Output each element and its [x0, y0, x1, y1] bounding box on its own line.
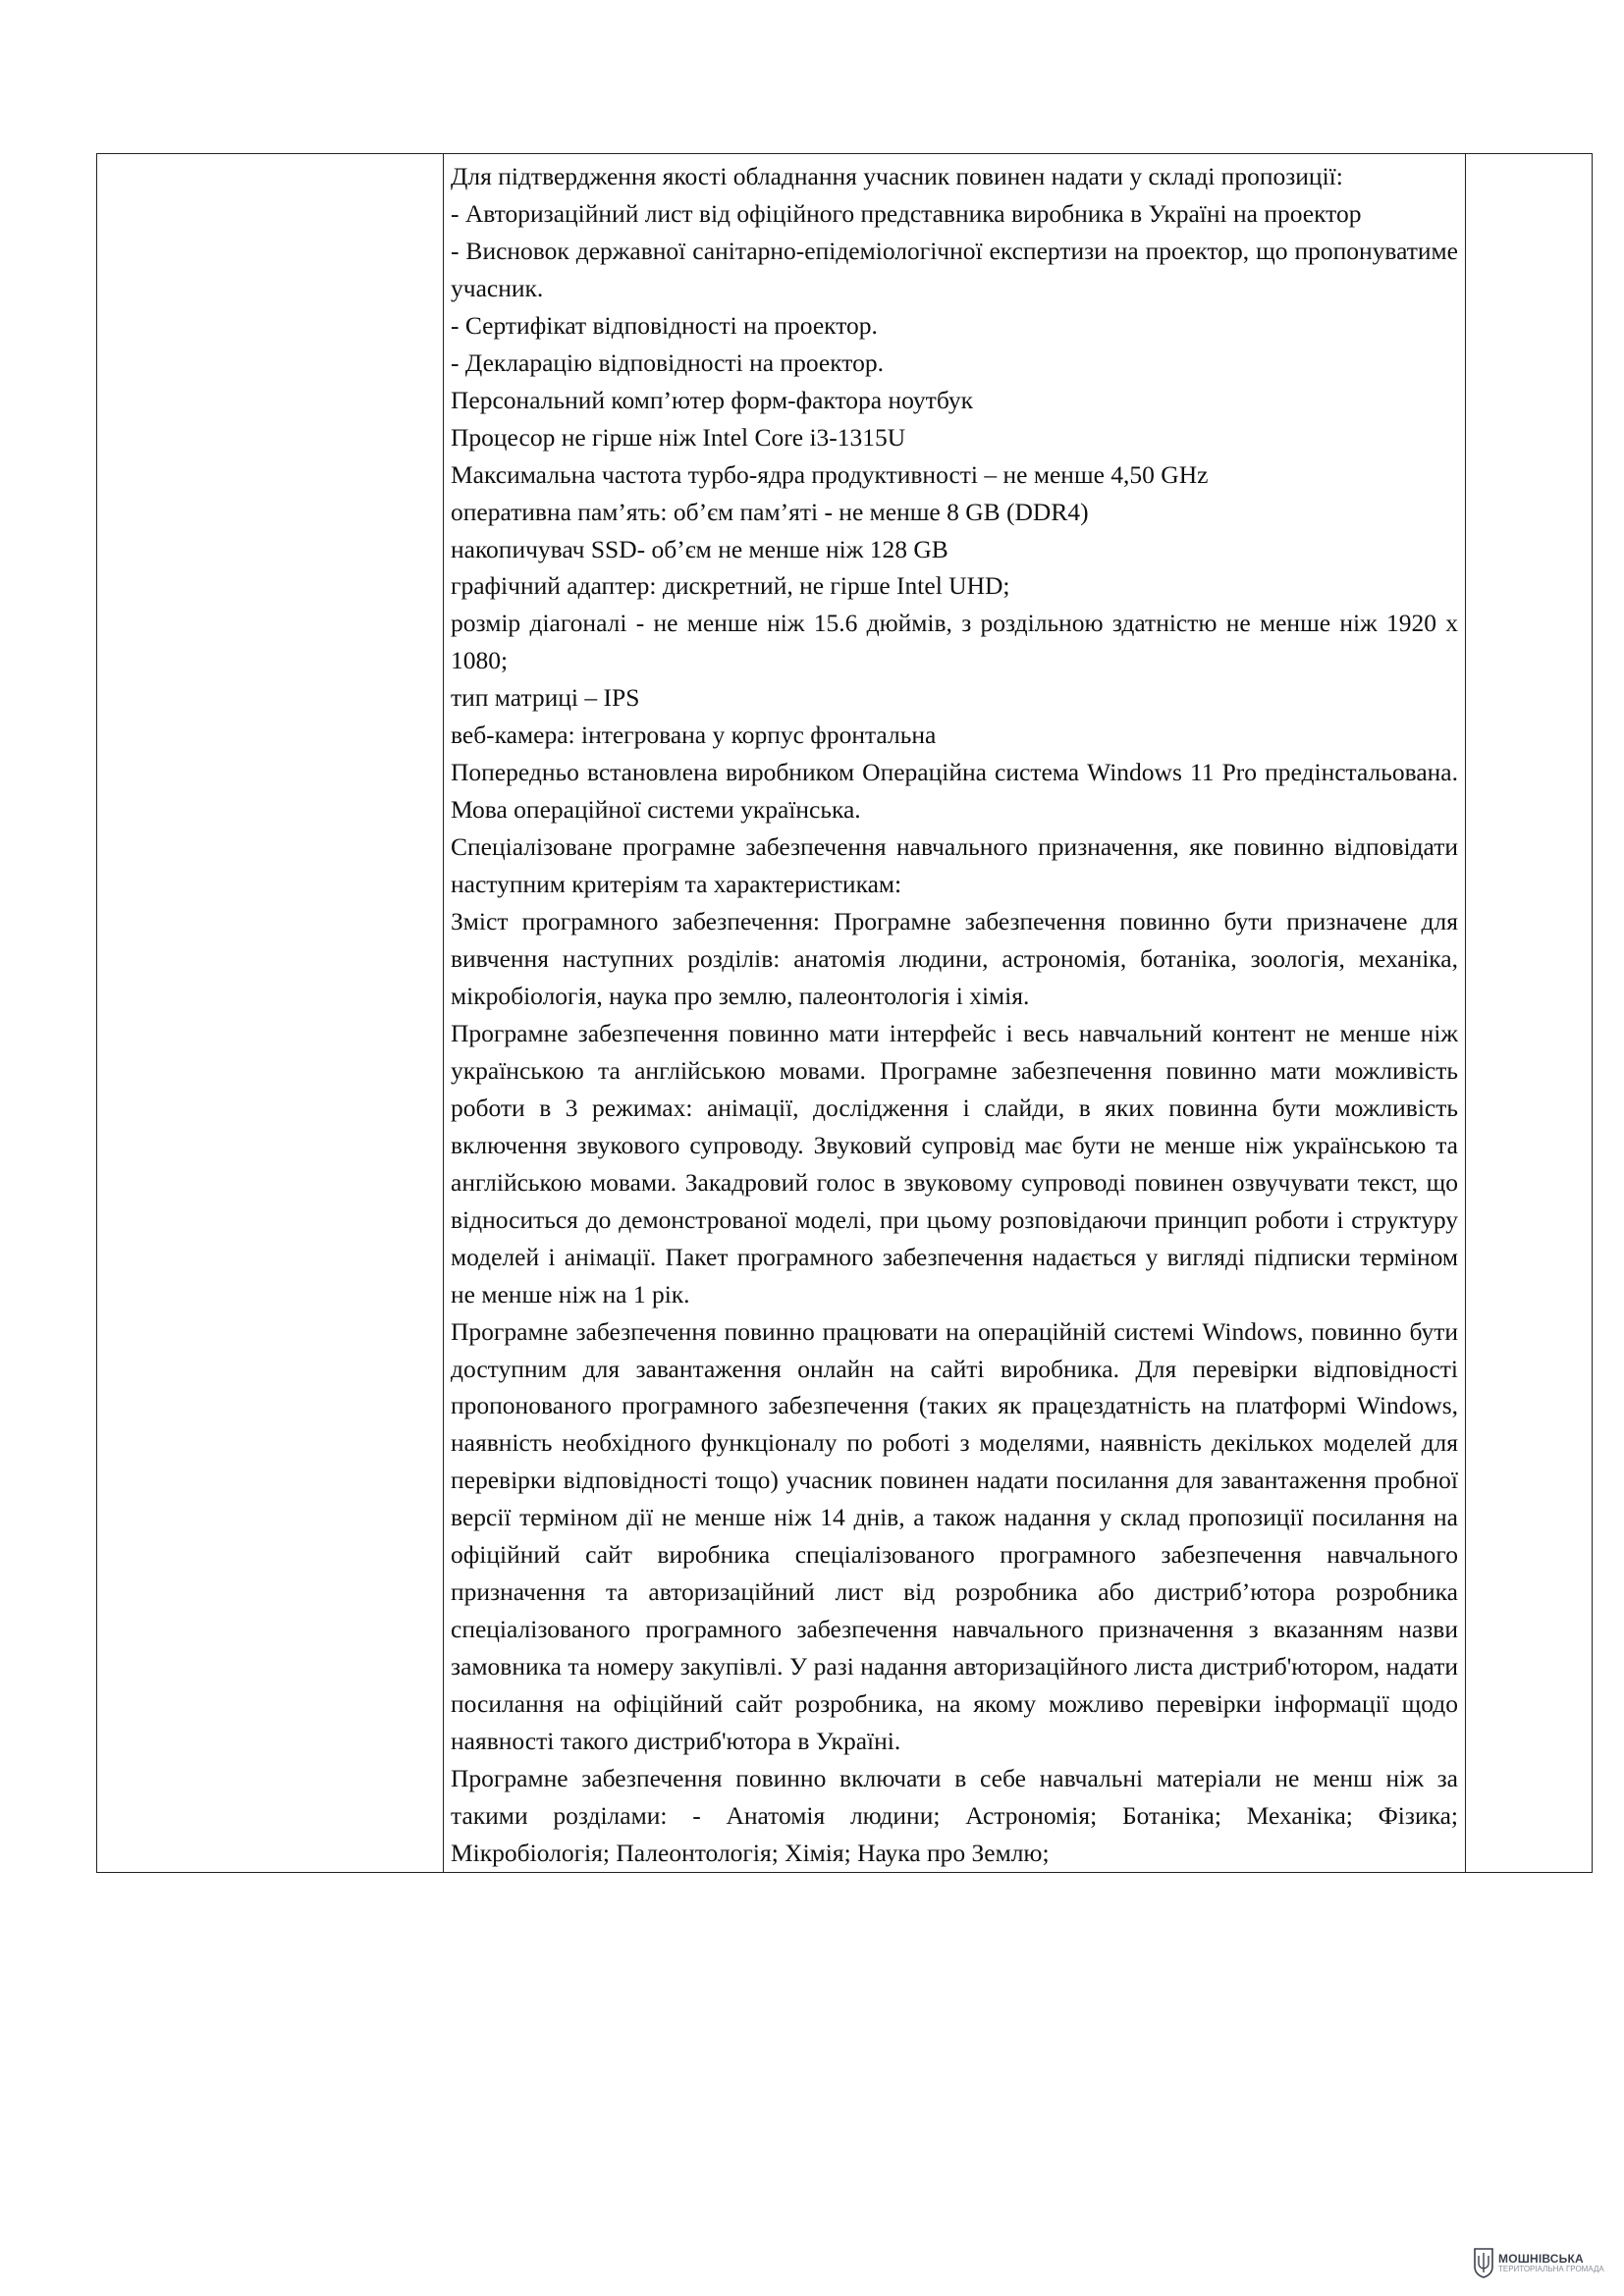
community-watermark: [1473, 2245, 1610, 2280]
table-row: [97, 154, 1593, 1873]
paragraph: Персональний комп’ютер форм-фактора ноутбук: [451, 385, 973, 414]
requirements-text: [444, 154, 1465, 1872]
paragraph: Зміст програмного забезпечення: Програмне забезпечення повинно бути призначене для вивчення наступних розділів: анатомія людини, астрономія, ботаніка, зоологія, механіка, мікробіологія, наука про землю, палеонтологія і хімія.: [451, 907, 1458, 1010]
paragraph: Спеціалізоване програмне забезпечення навчального призначення, яке повинно відповідати наступним критеріям та характеристикам:: [451, 832, 1458, 899]
item-name-cell: [97, 154, 444, 1873]
paragraph: Процесор не гірше ніж Intel Core i3-1315U: [451, 422, 906, 452]
paragraph: накопичувач SSD- об’єм не менше ніж 128 GB: [451, 534, 948, 563]
watermark-name: МОШНІВСЬКА: [1498, 2251, 1584, 2266]
paragraph: Для підтвердження якості обладнання учасник повинен надати у складі пропозиції:: [451, 162, 1343, 190]
paragraph: - Декларацію відповідності на проектор.: [451, 347, 884, 377]
paragraph: - Сертифікат відповідності на проектор.: [451, 310, 878, 340]
paragraph: розмір діагоналі - не менше ніж 15.6 дюймів, з роздільною здатністю не менше ніж 1920 х 1080;: [451, 609, 1458, 675]
specification-table: [96, 153, 1593, 1873]
paragraph: Попередньо встановлена виробником Операційна система Windows 11 Pro предінстальована. Мова операційної системи українська.: [451, 758, 1458, 825]
watermark-subtitle: ТЕРИТОРІАЛЬНА ГРОМАДА: [1498, 2264, 1604, 2273]
paragraph: - Авторизаційний лист від офіційного представника виробника в Україні на проектор: [451, 198, 1362, 228]
trident-shield-icon: [1473, 2247, 1494, 2278]
paragraph: - Висновок державної санітарно-епідеміологічної експертизи на проектор, що пропонуватиме учасник.: [451, 236, 1458, 302]
paragraph: Програмне забезпечення повинно включати в себе навчальні матеріали не менш ніж за такими розділами: - Анатомія людини; Астрономія; Ботаніка; Механіка; Фізика; Мікробіологія; Палеонтологія; Хімія; Наука про Землю;: [451, 1763, 1458, 1867]
paragraph: Максимальна частота турбо-ядра продуктивності – не менше 4,50 GHz: [451, 459, 1209, 489]
paragraph: Програмне забезпечення повинно мати інтерфейс і весь навчальний контент не менше ніж українською та англійською мовами. Програмне забезпечення повинно мати можливість роботи в 3 режимах: анімації, дослідження і слайди, в яких повинна бути можливість включення звукового супроводу. Звуковий супровід має бути не менше ніж українською та англійською мовами. Закадровий голос в звуковому супроводі повинен озвучувати текст, що відноситься до демонстрованої моделі, при цьому розповідаючи принцип роботи і структуру моделей і анімації. Пакет програмного забезпечення надається у вигляді підписки терміном не менше ніж на 1 рік.: [451, 1018, 1458, 1308]
paragraph: Програмне забезпечення повинно працювати на операційній системі Windows, повинно бути доступним для завантаження онлайн на сайті виробника. Для перевірки відповідності пропонованого програмного забезпечення (таких як працездатність на платформі Windows, наявність необхідного функціоналу по роботі з моделями, наявність декількох моделей для перевірки відповідності тощо) учасник повинен надати посилання для завантаження пробної версії терміном дії не менше ніж 14 днів, а також надання у склад пропозиції посилання на офіційний сайт виробника спеціалізованого програмного забезпечення навчального призначення та авторизаційний лист від розробника або дистриб’ютора розробника спеціалізованого програмного забезпечення навчального призначення з вказанням назви замовника та номеру закупівлі. У разі надання авторизаційного листа дистриб'ютором, надати посилання на офіційний сайт розробника, на якому можливо перевірки інформації щодо наявності такого дистриб'ютора в Україні.: [451, 1316, 1458, 1756]
paragraph: тип матриці – IPS: [451, 683, 640, 713]
paragraph: графічний адаптер: дискретний, не гірше Intel UHD;: [451, 571, 1010, 601]
paragraph: оперативна пам’ять: об’єм пам’яті - не менше 8 GB (DDR4): [451, 497, 1089, 526]
notes-cell: [1466, 154, 1593, 1873]
paragraph: веб-камера: інтегрована у корпус фронтальна: [451, 721, 937, 750]
requirements-cell: [444, 154, 1466, 1873]
